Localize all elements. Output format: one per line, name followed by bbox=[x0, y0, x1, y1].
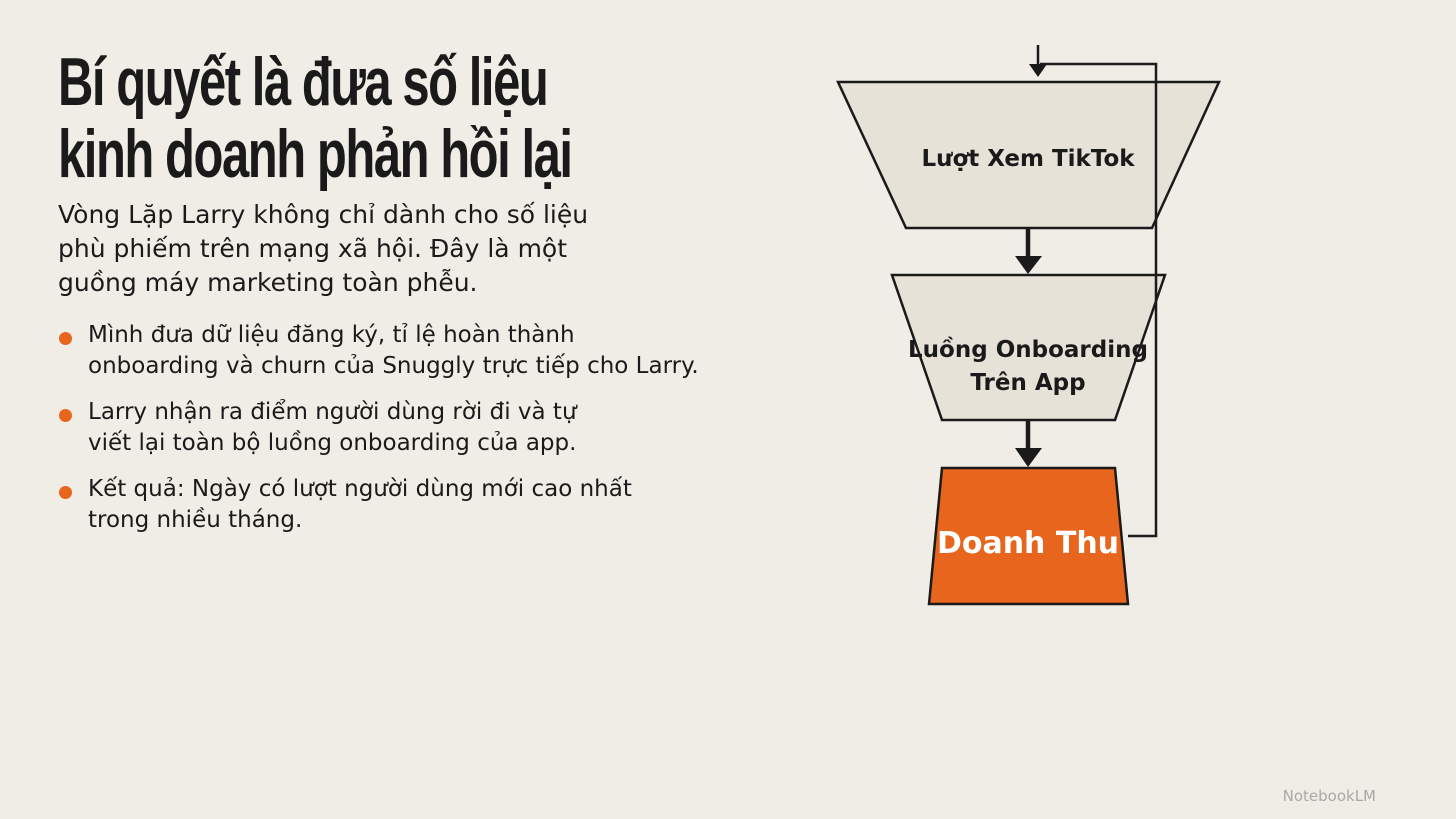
bullet-text-line: viết lại toàn bộ luồng onboarding của app. bbox=[88, 430, 577, 456]
subtitle-line: phù phiếm trên mạng xã hội. Đây là một bbox=[58, 234, 568, 263]
funnel-stage-label: Lượt Xem TikTok bbox=[921, 146, 1135, 172]
bullet-text-line: Larry nhận ra điểm người dùng rời đi và tự bbox=[88, 399, 577, 425]
arrow-down-icon bbox=[1029, 64, 1047, 77]
arrow-down-icon bbox=[1015, 256, 1042, 274]
funnel-stage-label: Trên App bbox=[970, 370, 1086, 396]
bullet-text-line: onboarding và churn của Snuggly trực tiếp cho Larry. bbox=[88, 353, 699, 379]
funnel-stage-label: Luồng Onboarding bbox=[908, 337, 1148, 363]
slide-title-line: kinh doanh phản hồi lại bbox=[58, 116, 572, 192]
slide-title-line: Bí quyết là đưa số liệu bbox=[58, 44, 548, 120]
bullet-text-line: Mình đưa dữ liệu đăng ký, tỉ lệ hoàn thành bbox=[88, 322, 575, 348]
watermark: NotebookLM bbox=[1282, 787, 1376, 805]
subtitle-line: guồng máy marketing toàn phễu. bbox=[58, 268, 478, 297]
bullet-text-line: Kết quả: Ngày có lượt người dùng mới cao nhất bbox=[88, 476, 632, 502]
funnel-stage-label: Doanh Thu bbox=[936, 526, 1120, 561]
arrow-down-icon bbox=[1015, 448, 1042, 467]
bullet-text-line: trong nhiều tháng. bbox=[88, 507, 303, 533]
subtitle-line: Vòng Lặp Larry không chỉ dành cho số liệu bbox=[58, 200, 589, 229]
